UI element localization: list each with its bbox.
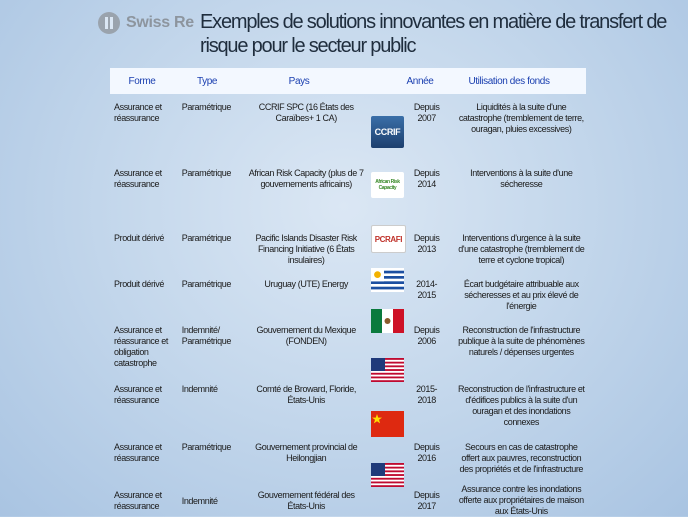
pcrafi-logo	[371, 225, 406, 253]
usa-flag-icon	[371, 463, 404, 487]
cell-pays: Uruguay (UTE) Energy	[264, 279, 348, 289]
header-annee: Année	[406, 75, 434, 87]
cell-forme: Assurance et réassurance et obligation catastrophe	[114, 325, 168, 368]
cell-annee: Depuis 2016	[413, 442, 440, 463]
cell-pays: Gouvernement provincial de Heilongjian	[255, 442, 358, 463]
cell-utilisation: Interventions à la suite d'une sécheresse	[470, 168, 573, 189]
table-row	[110, 168, 586, 190]
header-utilisation: Utilisation des fonds	[468, 75, 550, 87]
table-header	[110, 68, 586, 94]
cell-utilisation: Assurance contre les inondations offerte aux propriétaires de maison aux États-Unis	[458, 484, 584, 516]
cell-forme: Produit dérivé	[114, 279, 164, 289]
table-row	[110, 102, 586, 135]
cell-type: Paramétrique	[181, 279, 231, 289]
cell-type: Paramétrique	[181, 233, 231, 243]
cell-forme: Assurance et réassurance	[114, 384, 162, 405]
cell-pays: CCRIF SPC (16 États des Caraïbes+ 1 CA)	[258, 102, 354, 123]
table-row	[110, 484, 586, 517]
brand-name: Swiss Re	[126, 14, 194, 31]
african-risk-capacity-logo	[371, 172, 404, 198]
cell-type: Indemnité	[181, 384, 218, 394]
cell-type: Paramétrique	[181, 442, 231, 452]
table-row	[110, 325, 586, 369]
cell-forme: Assurance et réassurance	[114, 168, 162, 189]
cell-annee: Depuis 2007	[413, 102, 440, 123]
china-flag-icon	[371, 411, 404, 437]
cell-forme: Assurance et réassurance	[114, 490, 162, 511]
cell-pays: Gouvernement du Mexique (FONDEN)	[256, 325, 356, 346]
cell-utilisation: Reconstruction de l'infrastructure et d'édifices publics à la suite d'un ouragan et des inondations connexes	[458, 384, 585, 427]
table-row	[110, 442, 586, 475]
cell-type: Paramétrique	[181, 102, 231, 112]
cell-forme: Assurance et réassurance	[114, 102, 162, 123]
arc-logo-text: African Risk Capacity	[375, 179, 400, 191]
table-row	[110, 233, 586, 266]
mexico-flag-icon	[371, 309, 404, 333]
cell-pays: African Risk Capacity (plus de 7 gouvernements africains)	[248, 168, 364, 189]
cell-utilisation: Écart budgétaire attribuable aux sécheresses et au prix élevé de l'énergie	[463, 279, 579, 311]
cell-annee: Depuis 2006	[413, 325, 440, 346]
header-pays: Pays	[288, 75, 310, 87]
usa-flag-icon	[371, 358, 404, 382]
swiss-re-logo	[98, 12, 194, 34]
ccrif-logo	[371, 116, 404, 148]
slide-title: Exemples de solutions innovantes en matière de transfert de risque pour le secteur public	[200, 11, 667, 57]
cell-type: Indemnité/ Paramétrique	[181, 325, 231, 346]
solutions-table	[110, 68, 586, 516]
cell-type: Paramétrique	[181, 168, 231, 178]
cell-utilisation: Interventions d'urgence à la suite d'une catastrophe (tremblement de terre et cyclone tropical)	[458, 233, 585, 265]
cell-utilisation: Secours en cas de catastrophe offert aux pauvres, reconstruction des propriétés et de l'infrastructure	[459, 442, 584, 474]
uruguay-flag-icon	[371, 268, 404, 292]
table-row	[110, 279, 586, 312]
cell-pays: Pacific Islands Disaster Risk Financing Initiative (6 États insulaires)	[255, 233, 357, 265]
pcrafi-logo-text: PCRAFI	[374, 234, 403, 244]
cell-annee: Depuis 2017	[413, 490, 440, 511]
cell-pays: Comté de Broward, Floride, États-Unis	[256, 384, 356, 405]
cell-forme: Produit dérivé	[114, 233, 164, 243]
cell-forme: Assurance et réassurance	[114, 442, 162, 463]
swiss-re-logo-icon	[98, 12, 120, 34]
header-type: Type	[196, 75, 218, 87]
table-row	[110, 384, 586, 428]
header-forme: Forme	[128, 75, 156, 87]
cell-annee: 2015-2018	[416, 384, 438, 405]
ccrif-logo-text: CCRIF	[374, 126, 401, 137]
cell-annee: Depuis 2013	[413, 233, 440, 254]
cell-utilisation: Liquidités à la suite d'une catastrophe (tremblement de terre, ouragan, pluies excessives)	[458, 102, 584, 134]
cell-type: Indemnité	[181, 496, 218, 506]
cell-annee: 2014-2015	[416, 279, 438, 300]
cell-utilisation: Reconstruction de l'infrastructure publique à la suite de phénomènes naturels / dépenses urgentes	[458, 325, 585, 357]
cell-annee: Depuis 2014	[413, 168, 440, 189]
cell-pays: Gouvernement fédéral des États-Unis	[257, 490, 355, 511]
